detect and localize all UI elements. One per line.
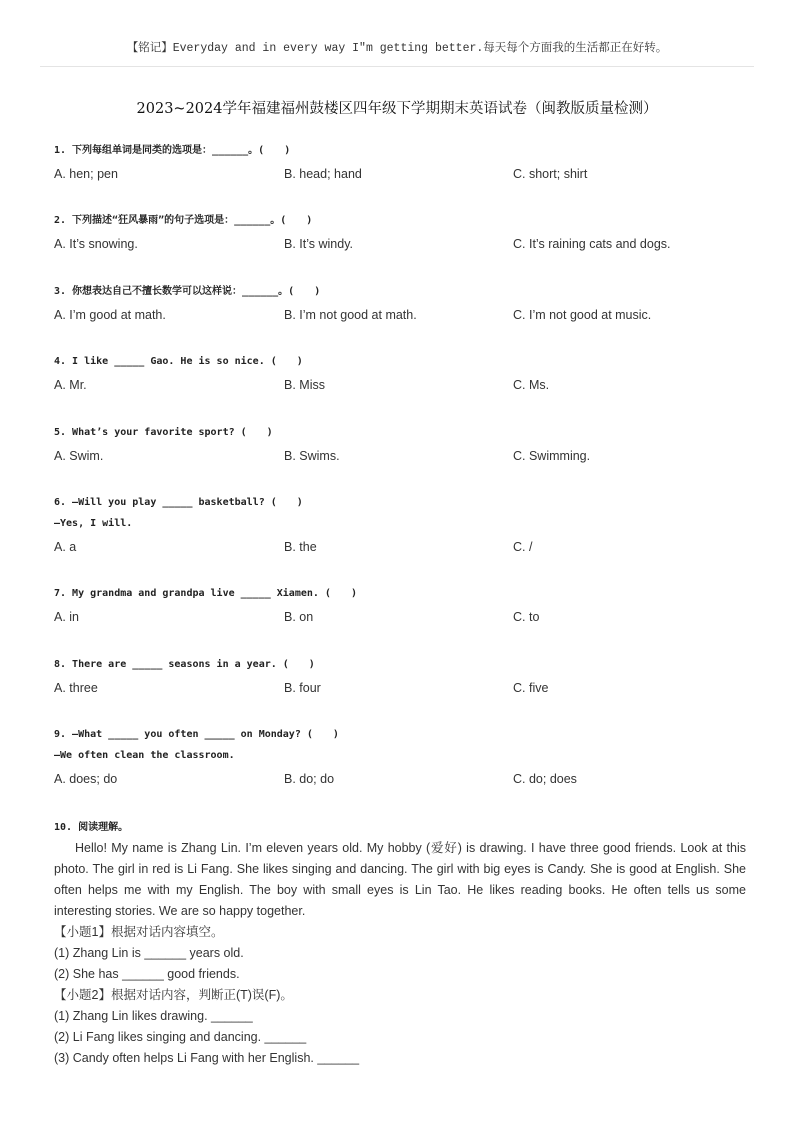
question-6 — [54, 496, 754, 556]
question-options — [54, 538, 754, 556]
question-options — [54, 770, 754, 788]
question-options — [54, 165, 754, 183]
question-dialogue-reply: —We often clean the classroom. — [54, 750, 235, 761]
option-a[interactable]: A. Mr. — [54, 378, 87, 392]
question-options — [54, 376, 754, 394]
option-b[interactable]: B. Miss — [284, 378, 325, 392]
question-options — [54, 679, 754, 697]
option-a[interactable]: A. three — [54, 681, 98, 695]
option-c[interactable]: C. to — [513, 610, 540, 624]
question-stem: 9. —What _____ you often _____ on Monday? ( ) — [54, 729, 339, 740]
question-stem: 2. 下列描述“狂风暴雨”的句子选项是：______。( ) — [54, 215, 313, 226]
question-7 — [54, 587, 754, 626]
question-stem: 7. My grandma and grandpa live _____ Xiamen. ( ) — [54, 588, 357, 599]
reading-title: 10. 阅读理解。 — [54, 822, 129, 833]
question-stem: 4. I like _____ Gao. He is so nice. ( ) — [54, 356, 303, 367]
option-b[interactable]: B. I’m not good at math. — [284, 308, 417, 322]
option-a[interactable]: A. a — [54, 540, 77, 554]
option-c[interactable]: C. It’s raining cats and dogs. — [513, 237, 671, 251]
question-options — [54, 608, 754, 626]
header-motto: 【铭记】Everyday and in every way I"m getting better.每天每个方面我的生活都正在好转。 — [126, 42, 668, 55]
option-b[interactable]: B. the — [284, 540, 317, 554]
question-5 — [54, 426, 754, 465]
question-options — [54, 447, 754, 465]
option-c[interactable]: C. Swimming. — [513, 449, 591, 463]
option-a[interactable]: A. hen; pen — [54, 167, 118, 181]
question-options — [54, 306, 754, 324]
option-b[interactable]: B. head; hand — [284, 167, 362, 181]
option-a[interactable]: A. I’m good at math. — [54, 308, 166, 322]
question-stem: 1. 下列每组单词是同类的选项是：______。( ) — [54, 145, 291, 156]
question-dialogue-reply: —Yes, I will. — [54, 518, 133, 529]
option-b[interactable]: B. Swims. — [284, 449, 340, 463]
question-8 — [54, 658, 754, 697]
option-a[interactable]: A. in — [54, 610, 80, 624]
option-b[interactable]: B. on — [284, 610, 314, 624]
question-options — [54, 235, 754, 253]
question-3 — [54, 285, 754, 324]
question-4 — [54, 355, 754, 394]
option-a[interactable]: A. does; do — [54, 772, 118, 786]
reading-comprehension — [54, 820, 746, 1069]
question-2 — [54, 214, 754, 253]
option-c[interactable]: C. five — [513, 681, 549, 695]
option-a[interactable]: A. Swim. — [54, 449, 104, 463]
option-c[interactable]: C. short; shirt — [513, 167, 588, 181]
fill-in-item[interactable]: (1) Zhang Lin is ______ years old. — [54, 946, 244, 960]
question-stem: 3. 你想表达自己不擅长数学可以这样说：______。( ) — [54, 286, 321, 297]
option-c[interactable]: C. I’m not good at music. — [513, 308, 652, 322]
option-c[interactable]: C. / — [513, 540, 533, 554]
question-stem: 5. What’s your favorite sport? ( ) — [54, 427, 273, 438]
header-divider — [40, 66, 754, 67]
true-false-item[interactable]: (3) Candy often helps Li Fang with her English. ______ — [54, 1051, 360, 1065]
subquestion-heading: 【小题1】根据对话内容填空。 — [54, 925, 224, 939]
question-stem: 6. —Will you play _____ basketball? ( ) — [54, 497, 303, 508]
question-1 — [54, 144, 754, 183]
subquestion-heading: 【小题2】根据对话内容，判断正(T)误(F)。 — [54, 988, 293, 1002]
page-title: 2023~2024学年福建福州鼓楼区四年级下学期期末英语试卷（闽教版质量检测） — [136, 101, 658, 117]
option-c[interactable]: C. Ms. — [513, 378, 550, 392]
true-false-item[interactable]: (2) Li Fang likes singing and dancing. ______ — [54, 1030, 307, 1044]
option-a[interactable]: A. It’s snowing. — [54, 237, 138, 251]
option-b[interactable]: B. four — [284, 681, 321, 695]
true-false-item[interactable]: (1) Zhang Lin likes drawing. ______ — [54, 1009, 253, 1023]
option-c[interactable]: C. do; does — [513, 772, 577, 786]
question-stem: 8. There are _____ seasons in a year. ( ) — [54, 659, 315, 670]
fill-in-item[interactable]: (2) She has ______ good friends. — [54, 967, 240, 981]
reading-passage: Hello! My name is Zhang Lin. I’m eleven years old. My hobby (爱好) is drawing. I have three good friends. Look at this photo. The girl in red is Li Fang. She likes singing and dancing. The girl with big eyes is Candy. She is good at English. She often helps me with my English. The boy with small eyes is Lin Tao. He likes reading books. He often tells us some interesting stories. We are so happy together. — [54, 841, 746, 918]
option-b[interactable]: B. It’s windy. — [284, 237, 354, 251]
option-b[interactable]: B. do; do — [284, 772, 335, 786]
question-9 — [54, 728, 754, 788]
